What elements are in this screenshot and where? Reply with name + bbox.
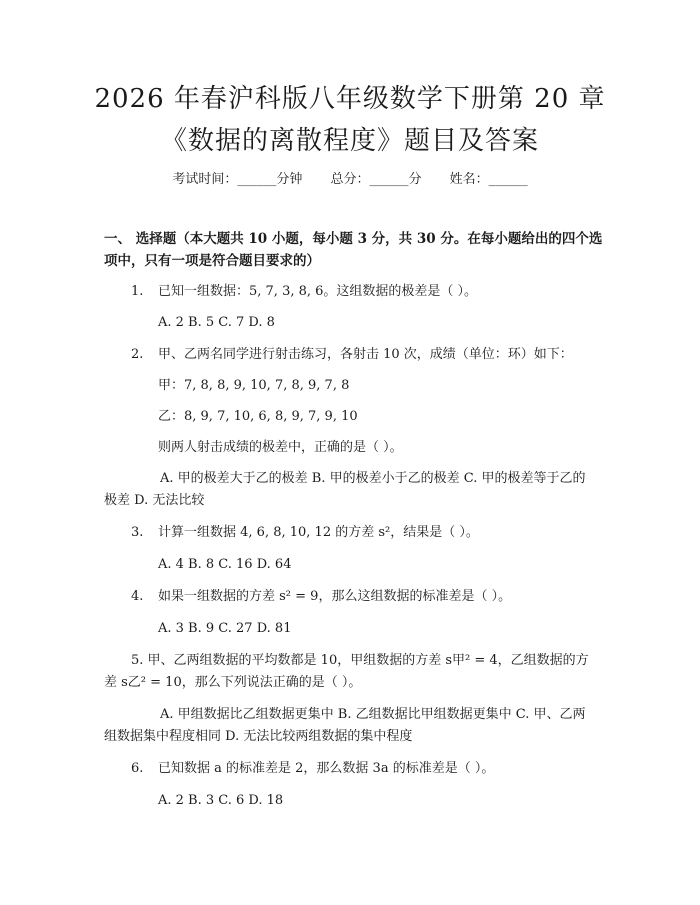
q2-text: 甲、乙两名同学进行射击练习，各射击 10 次，成绩（单位：环）如下： <box>158 347 573 362</box>
q1-text: 已知一组数据：5, 7, 3, 8, 6。这组数据的极差是（ ）。 <box>158 284 478 299</box>
q2-jia-scores: 甲：7, 8, 8, 9, 10, 7, 8, 9, 7, 8 <box>158 378 350 393</box>
q1-number: 1. <box>131 284 144 299</box>
total-score: 总分：______分 <box>330 172 422 187</box>
q4-number: 4. <box>131 589 144 604</box>
section-heading <box>104 228 604 272</box>
section-heading-line2: 项中，只有一项是符合题目要求的） <box>104 253 320 269</box>
q6-options: A. 2 B. 3 C. 6 D. 18 <box>158 793 284 808</box>
student-name: 姓名：______ <box>449 172 528 187</box>
page-title: 2026 年春沪科版八年级数学下册第 20 章 <box>94 84 606 114</box>
q3-options: A. 4 B. 8 C. 16 D. 64 <box>158 557 292 572</box>
exam-time: 考试时间：______分钟 <box>172 172 303 187</box>
q2-yi-scores: 乙：8, 9, 7, 10, 6, 8, 9, 7, 9, 10 <box>158 409 358 424</box>
exam-meta <box>0 168 700 187</box>
q4-options: A. 3 B. 9 C. 27 D. 81 <box>158 621 292 636</box>
q2-number: 2. <box>131 347 144 362</box>
q1-options: A. 2 B. 5 C. 7 D. 8 <box>158 315 275 330</box>
q3-number: 3. <box>131 525 144 540</box>
section-heading-line1: 一、 选择题（本大题共 10 小题，每小题 3 分，共 30 分。在每小题给出的四个选 <box>104 231 603 247</box>
q6-text: 已知数据 a 的标准差是 2，那么数据 3a 的标准差是（ ）。 <box>158 761 495 776</box>
q5-text: 5. 甲、乙两组数据的平均数都是 10，甲组数据的方差 s甲² = 4，乙组数据的方差 s乙² = 10，那么下列说法正确的是（ ）。 <box>104 653 589 690</box>
page-subtitle: 《数据的离散程度》题目及答案 <box>160 126 539 156</box>
q5-options: A. 甲组数据比乙组数据更集中 B. 乙组数据比甲组数据更集中 C. 甲、乙两组数据集中程度相同 D. 无法比较两组数据的集中程度 <box>104 707 586 744</box>
q3-text: 计算一组数据 4, 6, 8, 10, 12 的方差 s²，结果是（ ）。 <box>158 525 479 540</box>
q2-question: 则两人射击成绩的极差中，正确的是（ ）。 <box>158 440 403 455</box>
q4-text: 如果一组数据的方差 s² = 9，那么这组数据的标准差是（ ）。 <box>158 589 512 604</box>
q2-options: A. 甲的极差大于乙的极差 B. 甲的极差小于乙的极差 C. 甲的极差等于乙的极差 D. 无法比较 <box>104 471 586 508</box>
q6-number: 6. <box>131 761 144 776</box>
